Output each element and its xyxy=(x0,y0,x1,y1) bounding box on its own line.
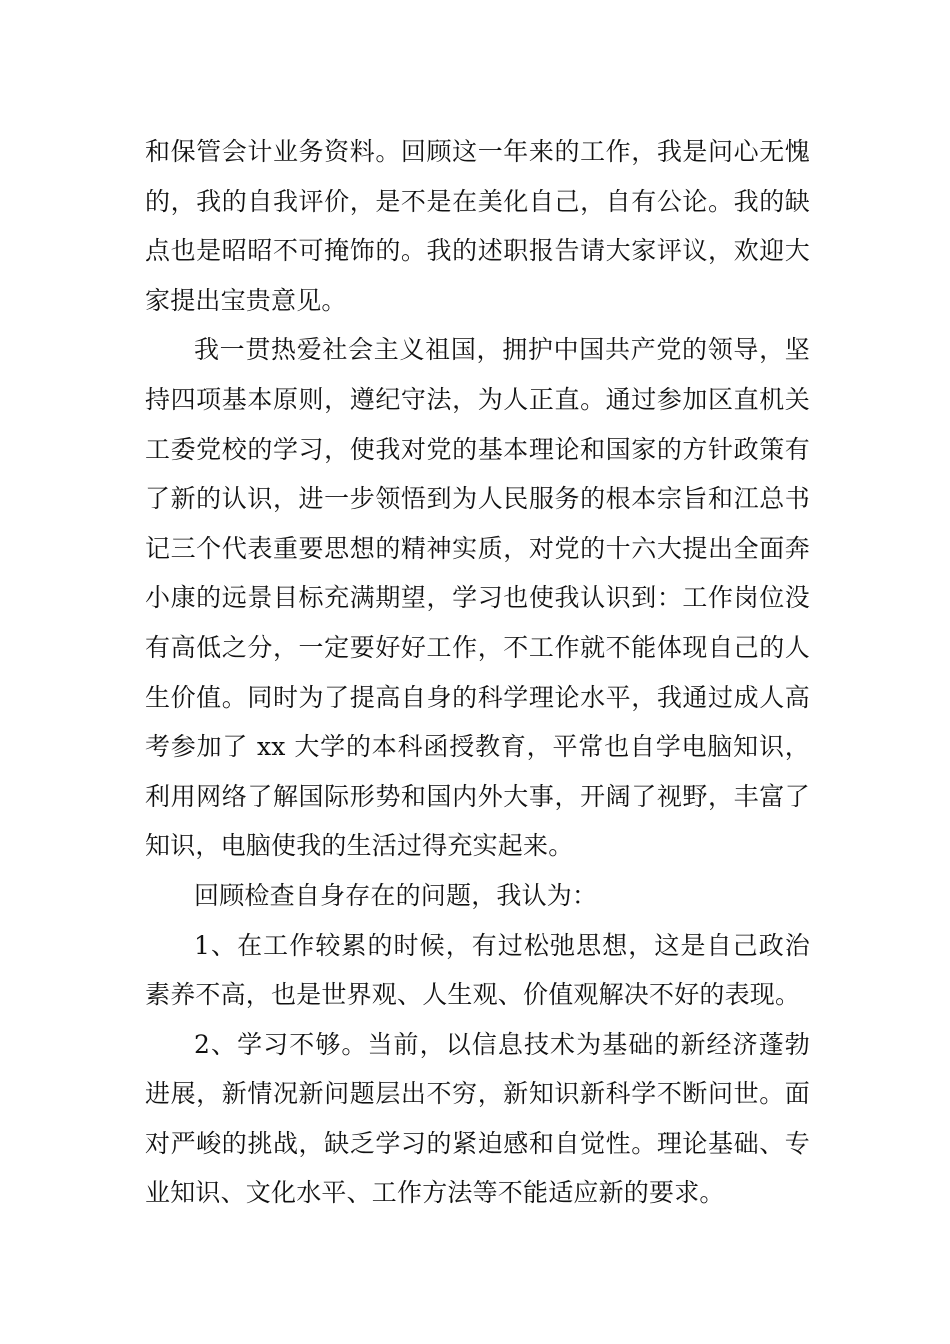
paragraph-problem-2: 2、学习不够。当前，以信息技术为基础的新经济蓬勃进展，新情况新问题层出不穷，新知识新科学不断问世。面对严峻的挑战，缺乏学习的紧迫感和自觉性。理论基础、专业知识、文化水平、工作方法等不能适应新的要求。 xyxy=(145,1029,810,1208)
paragraph-problems-intro: 回顾检查自身存在的问题，我认为： xyxy=(194,880,598,910)
paragraph-political-stance: 我一贯热爱社会主义祖国，拥护中国共产党的领导，坚持四项基本原则，遵纪守法，为人正直。通过参加区直机关工委党校的学习，使我对党的基本理论和国家的方针政策有了新的认识，进一步领悟到为人民服务的根本宗旨和江总书记三个代表重要思想的精神实质，对党的十六大提出全面奔小康的远景目标充满期望，学习也使我认识到：工作岗位没有高低之分，一定要好好工作，不工作就不能体现自己的人生价值。同时为了提高自身的科学理论水平，我通过成人高考参加了 xx 大学的本科函授教育，平常也自学电脑知识，利用网络了解国际形势和国内外大事，开阔了视野，丰富了知识，电脑使我的生活过得充实起来。 xyxy=(145,335,810,861)
document-body xyxy=(145,127,810,1218)
paragraph-problem-1: 1、在工作较累的时候，有过松弛思想，这是自己政治素养不高，也是世界观、人生观、价值观解决不好的表现。 xyxy=(145,930,810,1010)
paragraph-continuation: 和保管会计业务资料。回顾这一年来的工作，我是问心无愧的，我的自我评价，是不是在美化自己，自有公论。我的缺点也是昭昭不可掩饰的。我的述职报告请大家评议，欢迎大家提出宝贵意见。 xyxy=(145,137,810,315)
